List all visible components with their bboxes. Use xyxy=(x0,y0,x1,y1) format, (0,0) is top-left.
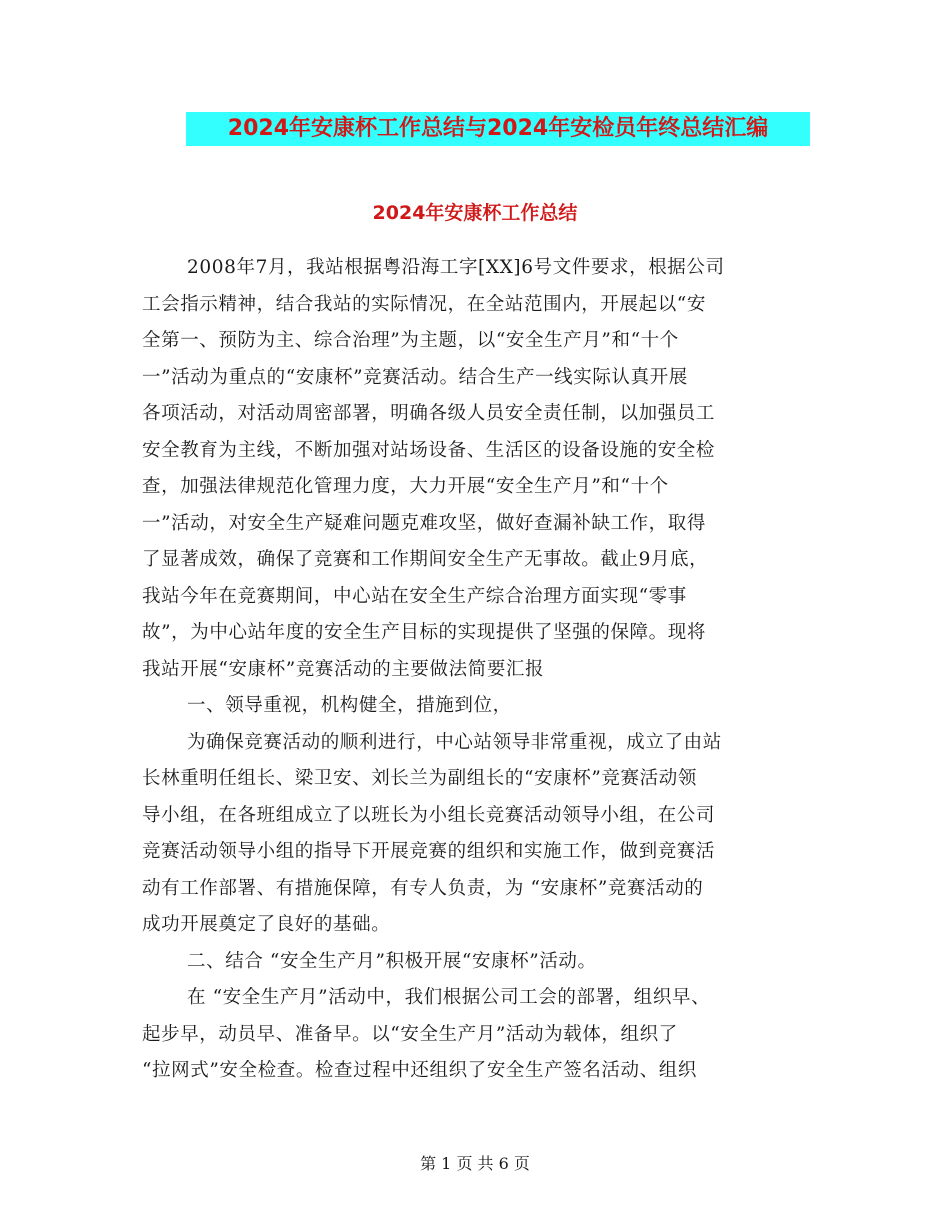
heading-line: 二、结合 “安全生产月”积极开展“安康杯”活动。 xyxy=(187,950,597,972)
paragraph-line: 故”，为中心站年度的安全生产目标的实现提供了坚强的保障。现将 xyxy=(142,622,706,643)
paragraph-line: 导小组，在各班组成立了以班长为小组长竞赛活动领导小组，在公司 xyxy=(142,804,716,826)
paragraph-line: 安全教育为主线，不断加强对站场设备、生活区的设备设施的安全检 xyxy=(142,439,716,461)
heading-line: 一、领导重视，机构健全，措施到位， xyxy=(187,695,512,716)
paragraph-line: 竞赛活动领导小组的指导下开展竞赛的组织和实施工作，做到竞赛活 xyxy=(142,841,716,862)
paragraph-line: 一”活动为重点的“安康杯”竞赛活动。结合生产一线实际认真开展 xyxy=(142,366,688,388)
paragraph-line: 全第一、预防为主、综合治理”为主题，以“安全生产月”和“十个 xyxy=(142,330,679,351)
paragraph-line: 了显著成效，确保了竞赛和工作期间安全生产无事故。截止9月底， xyxy=(142,549,709,570)
paragraph-line: 我站今年在竞赛期间，中心站在安全生产综合治理方面实现“零事 xyxy=(142,585,687,607)
paragraph-line: 在 “安全生产月”活动中，我们根据公司工会的部署，组织早、 xyxy=(187,987,711,1008)
document-title: 2024年安康杯工作总结与2024年安检员年终总结汇编 xyxy=(186,112,810,146)
page-number-footer: 第 1 页 共 6 页 xyxy=(420,1154,530,1173)
paragraph-line: 成功开展奠定了良好的基础。 xyxy=(142,914,391,935)
paragraph-line: 为确保竞赛活动的顺利进行，中心站领导非常重视，成立了由站 xyxy=(187,731,722,753)
paragraph-line: “拉网式”安全检查。检查过程中还组织了安全生产签名活动、组织 xyxy=(142,1060,697,1081)
paragraph-line: 长林重明任组长、梁卫安、刘长兰为副组长的“安康杯”竞赛活动领 xyxy=(142,768,697,789)
paragraph-line: 2008年7月，我站根据粤沿海工字[XX]6号文件要求，根据公司 xyxy=(187,257,725,278)
paragraph-line: 工会指示精神，结合我站的实际情况，在全站范围内，开展起以“安 xyxy=(142,293,706,315)
section-title: 2024年安康杯工作总结 xyxy=(372,202,578,224)
paragraph-line: 查，加强法律规范化管理力度，大力开展“安全生产月”和“十个 xyxy=(142,476,669,497)
paragraph-line: 一”活动，对安全生产疑难问题克难攻坚，做好查漏补缺工作，取得 xyxy=(142,512,706,534)
paragraph-line: 起步早，动员早、准备早。以“安全生产月”活动为载体，组织了 xyxy=(142,1023,678,1045)
paragraph-line: 动有工作部署、有措施保障，有专人负责，为 “安康杯”竞赛活动的 xyxy=(142,877,704,899)
body-text xyxy=(142,250,810,1090)
paragraph-line: 各项活动，对活动周密部署，明确各级人员安全责任制，以加强员工 xyxy=(142,403,716,424)
paragraph-line: 我站开展“安康杯”竞赛活动的主要做法简要汇报 xyxy=(142,658,545,680)
